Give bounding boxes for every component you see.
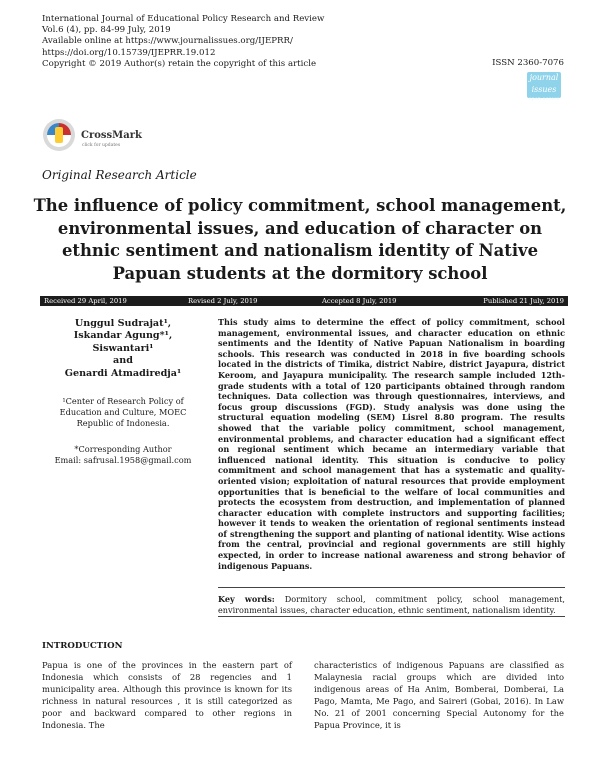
affiliation-line: Republic of Indonesia. [76, 417, 170, 428]
affiliation-line: Education and Culture, MOEC [59, 406, 187, 417]
journal-header [42, 14, 382, 70]
keywords-divider [218, 616, 565, 617]
keywords [218, 594, 565, 615]
body-column-right: characteristics of indigenous Papuans are classified as Malaynesia racial groups which are divided into indigenous areas of Ha Anim, Bomberai, Domberai, La Pago, Mamta, Me Pago, and Saireri (Gobai, 2016). In Law No. 21 of 2001 concerning Special Autonomy for the Papua Province, it is [314, 660, 564, 730]
keywords-label: Key words: [218, 594, 275, 604]
article-title [30, 195, 570, 285]
header-line[interactable]: Available online at https://www.journalissues.org/IJEPRR/ [42, 36, 293, 47]
author-and: and [113, 355, 133, 367]
keywords-divider [218, 587, 565, 588]
crossmark-icon [42, 118, 76, 152]
journal-logo-text: journal issues [529, 73, 559, 94]
revised-date: Revised 2 July, 2019 [188, 297, 258, 305]
header-line: Vol.6 (4), pp. 84-99 July, 2019 [42, 25, 171, 36]
author: Siswantari¹ [92, 342, 154, 354]
crossmark-label: CrossMark [81, 130, 142, 141]
affiliation-line: ¹Center of Research Policy of [62, 396, 184, 406]
header-line: International Journal of Educational Policy Research and Review [42, 14, 325, 24]
dates-bar [40, 296, 568, 306]
author: Iskandar Agung*¹, [73, 330, 173, 342]
author: Unggul Sudrajat¹, [74, 318, 172, 329]
title-line: The influence of policy commitment, school management, [33, 196, 567, 215]
header-line: Copyright © 2019 Author(s) retain the copyright of this article [42, 58, 317, 69]
journal-logo [527, 72, 561, 102]
crossmark-badge[interactable] [42, 118, 162, 158]
affiliation [42, 396, 204, 428]
crossmark-sub: click for updates [82, 143, 121, 148]
header-line[interactable]: https://doi.org/10.15739/IJEPRR.19.012 [42, 47, 216, 58]
corresponding-email[interactable]: Email: safrusal.1958@gmail.com [54, 454, 192, 465]
article-type: Original Research Article [42, 168, 197, 182]
received-date: Received 29 April, 2019 [44, 297, 127, 305]
section-heading: INTRODUCTION [42, 641, 123, 651]
corresponding-label: *Corresponding Author [74, 444, 172, 454]
accepted-date: Accepted 8 July, 2019 [322, 297, 397, 305]
author: Genardi Atmadiredja¹ [64, 367, 182, 379]
author-list [42, 318, 204, 380]
keywords-text: Dormitory school, commitment policy, school management, environmental issues, character education, ethnic sentiment, nationalism identity. [218, 594, 565, 615]
body-column-left: Papua is one of the provinces in the eastern part of Indonesia which consists of 28 regencies and 1 municipality area. Although this province is known for its richness in natural resources , it is still categorized as poor and backward compared to other regions in Indonesia. The [42, 660, 292, 730]
corresponding-author [42, 444, 204, 466]
title-line: ethnic sentiment and nationalism identity of Native [62, 241, 538, 260]
abstract: This study aims to determine the effect of policy commitment, school management, environmental issues, and character education on ethnic sentiments and the Identity of Native Papuan Nationalism in boarding schools. This research was conducted in 2018 in five boarding schools located in the districts of Timika, district Nabire, district Jayapura, district Keroom, and Jayapura municipality. The research sample included 12th-grade students with a total of 120 participants obtained through random techniques. Data collection was through questionnaires, interviews, and focus group discussions (FGD). Study analysis was done using the structural equation modeling (SEM) Lisrel 8.80 program. The results showed that the variable policy commitment, school management, environmental problems, and character education had a significant effect on regional sentiment which became an intermediary variable that influenced national identity. This situation is conducive to policy commitment and school management that has a systematic and quality-oriented vision; exploitation of natural resources that provide employment opportunities that is beneficial to the welfare of local communities and protects the ecosystem from destruction, and implementation of planned character education with complete instructors and supporting facilities; however it tends to weaken the orientation of regional sentiments instead of strengthening the support and planting of national identity. Wise actions from the central, provincial and regional governments are still highly expected, in order to increase national awareness and strong behavior of indigenous Papuans. [218, 317, 565, 571]
issn: ISSN 2360-7076 [492, 58, 564, 68]
journal-logo-sub: open access [528, 96, 560, 102]
title-line: Papuan students at the dormitory school [112, 263, 488, 283]
published-date: Published 21 July, 2019 [483, 297, 564, 305]
title-line: environmental issues, and education of character on [57, 218, 543, 238]
